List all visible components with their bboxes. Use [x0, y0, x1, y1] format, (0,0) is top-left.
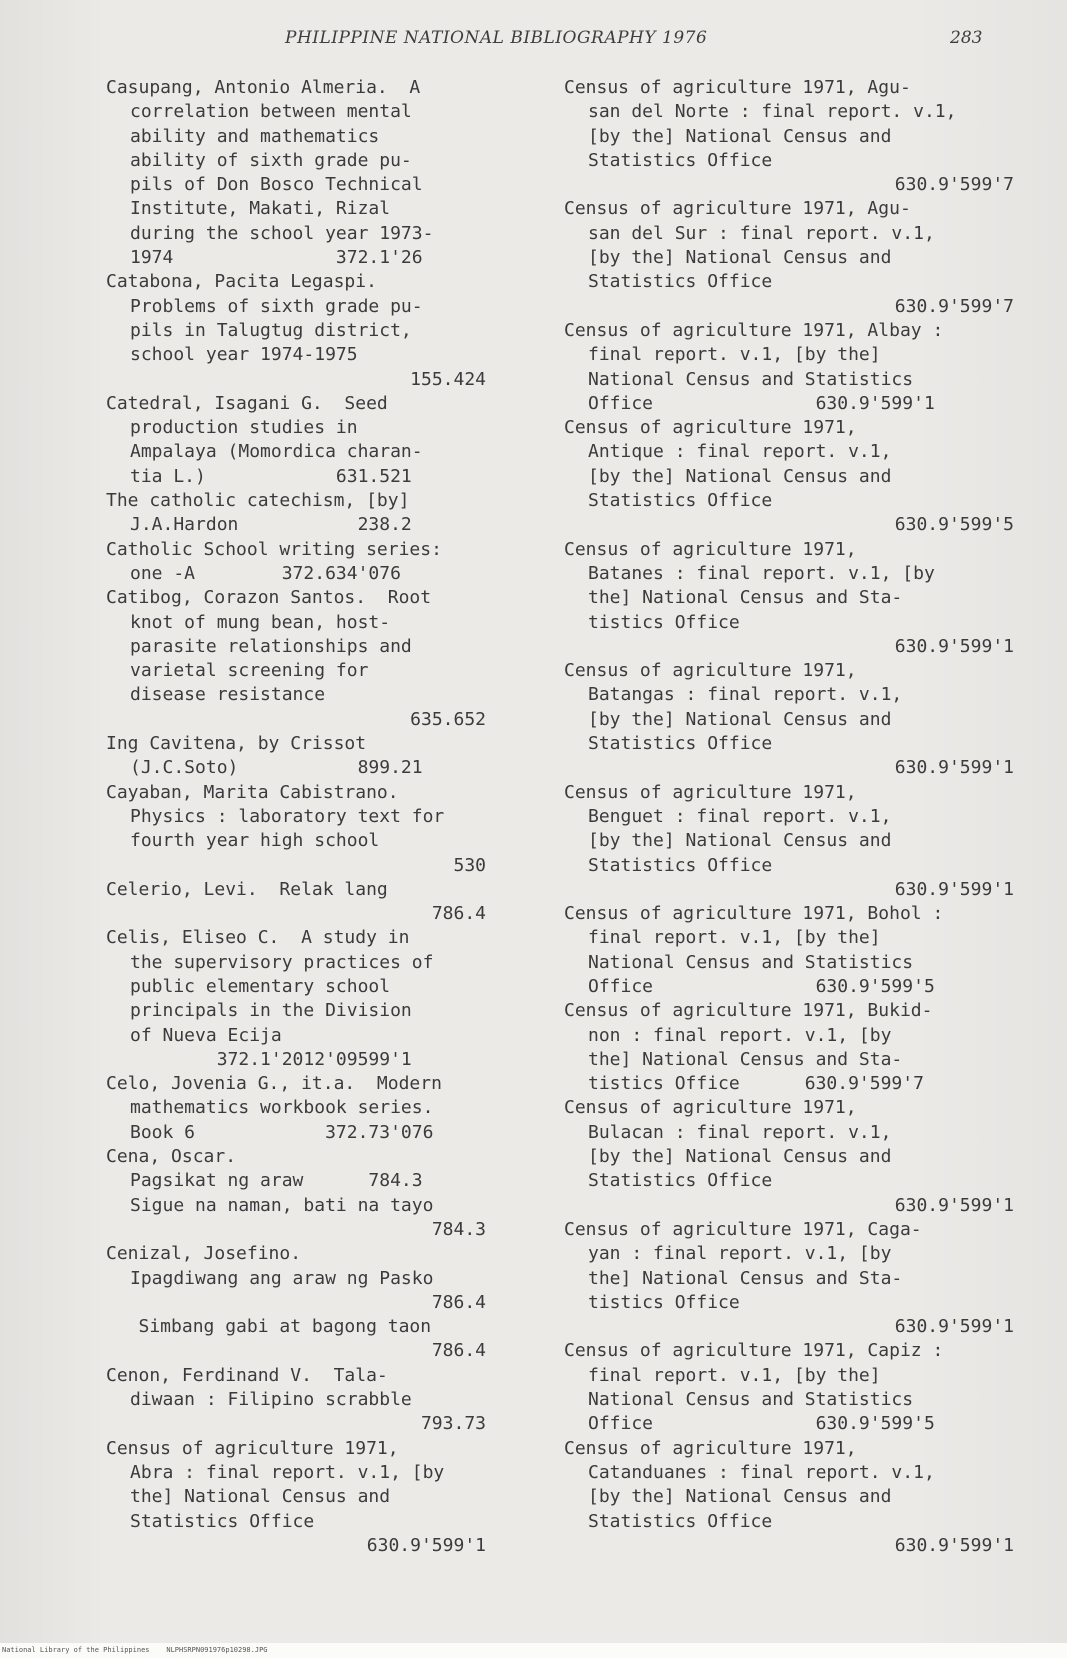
entry-line: public elementary school: [130, 975, 391, 997]
entry-line: mathematics workbook series.: [130, 1097, 434, 1119]
entry-heading: Catibog, Corazon Santos. Root: [106, 587, 432, 609]
entry-line: National Census and Statistics: [588, 1389, 914, 1411]
entry-line: [by the] National Census and: [588, 708, 892, 730]
entry-line: 372.1'2012'09599'1: [130, 1048, 412, 1070]
call-number: 630.9'599'1: [894, 1534, 1014, 1556]
call-number: 784.3: [431, 1218, 486, 1240]
call-number: 786.4: [431, 1340, 486, 1362]
bibliography-entry: [106, 732, 486, 781]
entry-line: the] National Census and: [130, 1486, 391, 1508]
entry-line: the] National Census and Sta-: [588, 587, 903, 609]
right-column: [564, 76, 1014, 1558]
entry-heading: Census of agriculture 1971,: [564, 1437, 857, 1459]
entry-heading: Catholic School writing series:: [106, 538, 442, 560]
bibliography-entry: [106, 392, 486, 489]
entry-heading: Ing Cavitena, by Crissot: [106, 733, 367, 755]
entry-heading: Census of agriculture 1971,: [564, 538, 857, 560]
call-number: 630.9'599'1: [366, 1534, 486, 1556]
bibliography-entry: [564, 659, 1014, 780]
call-number: 155.424: [410, 368, 486, 390]
entry-heading: Casupang, Antonio Almeria. A: [106, 77, 421, 98]
entry-line: Problems of sixth grade pu-: [130, 295, 423, 317]
call-number: 786.4: [431, 903, 486, 925]
entry-line: Book 6 372.73'076: [130, 1121, 434, 1143]
entry-line: parasite relationships and: [130, 635, 412, 657]
running-head: [0, 28, 1067, 52]
entry-heading: Census of agriculture 1971,: [564, 660, 857, 682]
entry-line: [by the] National Census and: [588, 465, 892, 487]
bibliography-entry: [106, 1315, 486, 1364]
entry-heading: Cena, Oscar.: [106, 1146, 237, 1168]
bibliography-entry: [564, 999, 1014, 1096]
entry-line: Statistics Office: [588, 1510, 773, 1532]
entry-line: final report. v.1, [by the]: [588, 344, 881, 366]
entry-line: Benguet : final report. v.1,: [588, 805, 892, 827]
bibliography-entry: [106, 1072, 486, 1145]
entry-line: Batanes : final report. v.1, [by: [588, 562, 935, 584]
entry-line: final report. v.1, [by the]: [588, 1364, 881, 1386]
bibliography-entry: [564, 1339, 1014, 1436]
bibliography-entry: [106, 538, 486, 587]
call-number: 630.9'599'1: [894, 1194, 1014, 1216]
entry-line: san del Norte : final report. v.1,: [588, 101, 957, 123]
entry-heading: Census of agriculture 1971, Bohol :: [564, 903, 944, 925]
entry-line: school year 1974-1975: [130, 344, 358, 366]
call-number: 530: [453, 854, 486, 876]
bibliography-entry: [106, 781, 486, 878]
entry-heading: Cenizal, Josefino.: [106, 1243, 302, 1265]
entry-line: Statistics Office: [130, 1510, 315, 1532]
entry-line: correlation between mental: [130, 101, 412, 123]
entry-line: the] National Census and Sta-: [588, 1048, 903, 1070]
entry-line: one -A 372.634'076: [130, 562, 401, 584]
entry-line: final report. v.1, [by the]: [588, 927, 881, 949]
call-number: 635.652: [410, 708, 486, 730]
entry-heading: Cayaban, Marita Cabistrano.: [106, 781, 399, 803]
bibliography-entry: [106, 1145, 486, 1242]
entry-line: [by the] National Census and: [588, 1486, 892, 1508]
bibliography-entry: [106, 878, 486, 927]
call-number: 786.4: [431, 1291, 486, 1313]
call-number: 630.9'599'1: [894, 757, 1014, 779]
entry-line: Abra : final report. v.1, [by: [130, 1461, 445, 1483]
entry-line: Ampalaya (Momordica charan-: [130, 441, 423, 463]
entry-line: Sigue na naman, bati na tayo: [130, 1194, 434, 1216]
bibliography-entry: [564, 319, 1014, 416]
entry-line: Office 630.9'599'5: [588, 975, 935, 997]
entry-line: Antique : final report. v.1,: [588, 441, 892, 463]
entry-heading: Census of agriculture 1971, Agu-: [564, 198, 911, 220]
entry-line: Statistics Office: [588, 1170, 773, 1192]
entry-heading: Celis, Eliseo C. A study in: [106, 927, 410, 949]
call-number: 793.73: [420, 1413, 486, 1435]
entry-line: tistics Office 630.9'599'7: [588, 1073, 924, 1095]
entry-heading: Census of agriculture 1971, Caga-: [564, 1218, 922, 1240]
entry-line: (J.C.Soto) 899.21: [130, 757, 423, 779]
bibliography-entry: [564, 76, 1014, 197]
entry-line: Institute, Makati, Rizal: [130, 198, 391, 220]
entry-line: National Census and Statistics: [588, 368, 914, 390]
entry-line: Bulacan : final report. v.1,: [588, 1121, 892, 1143]
entry-line: Statistics Office: [588, 271, 773, 293]
call-number: 630.9'599'5: [894, 514, 1014, 536]
entry-line: during the school year 1973-: [130, 222, 434, 244]
bibliography-entry: [106, 926, 486, 1072]
bibliography-entry: [564, 538, 1014, 659]
entry-line: tia L.) 631.521: [130, 465, 412, 487]
entry-line: Office 630.9'599'1: [588, 392, 935, 414]
entry-line: tistics Office: [588, 1291, 740, 1313]
entry-line: Statistics Office: [588, 733, 773, 755]
bibliography-entry: [106, 489, 486, 538]
entry-line: [by the] National Census and: [588, 125, 892, 147]
entry-line: fourth year high school: [130, 830, 380, 852]
entry-line: san del Sur : final report. v.1,: [588, 222, 935, 244]
bibliography-entry: [106, 1364, 486, 1437]
entry-line: Ipagdiwang ang araw ng Pasko: [130, 1267, 434, 1289]
entry-line: Pagsikat ng araw 784.3: [130, 1170, 423, 1192]
bibliography-entry: [564, 416, 1014, 537]
entry-heading: Census of agriculture 1971,: [564, 781, 857, 803]
entry-line: knot of mung bean, host-: [130, 611, 391, 633]
bibliography-entry: [564, 781, 1014, 902]
call-number: 630.9'599'7: [894, 174, 1014, 196]
entry-heading: The catholic catechism, [by]: [106, 490, 410, 512]
bibliography-entry: [564, 1437, 1014, 1558]
entry-line: pils in Talugtug district,: [130, 319, 412, 341]
call-number: 630.9'599'1: [894, 878, 1014, 900]
entry-heading: Cenon, Ferdinand V. Tala-: [106, 1364, 388, 1386]
entry-heading: Census of agriculture 1971,: [564, 417, 857, 439]
entry-line: ability of sixth grade pu-: [130, 149, 412, 171]
entry-heading: Census of agriculture 1971,: [106, 1437, 399, 1459]
bibliography-entry: [106, 270, 486, 391]
entry-line: principals in the Division: [130, 1000, 412, 1022]
entry-line: production studies in: [130, 417, 358, 439]
entry-line: non : final report. v.1, [by: [588, 1024, 892, 1046]
call-number: 630.9'599'1: [894, 1316, 1014, 1338]
entry-line: J.A.Hardon 238.2: [130, 514, 412, 536]
entry-line: yan : final report. v.1, [by: [588, 1243, 892, 1265]
page-number: 283: [950, 28, 983, 48]
entry-heading: Census of agriculture 1971, Capiz :: [564, 1340, 944, 1362]
entry-heading: Catabona, Pacita Legaspi.: [106, 271, 377, 293]
entry-line: [by the] National Census and: [588, 1146, 892, 1168]
bibliography-entry: [106, 76, 486, 270]
entry-heading: Simbang gabi at bagong taon: [106, 1316, 432, 1338]
bibliography-entry: [564, 1218, 1014, 1339]
entry-line: 1974 372.1'26: [130, 247, 423, 269]
left-column: [106, 76, 486, 1558]
bibliography-entry: [564, 902, 1014, 999]
entry-line: [by the] National Census and: [588, 830, 892, 852]
entry-line: Statistics Office: [588, 490, 773, 512]
call-number: 630.9'599'1: [894, 635, 1014, 657]
entry-line: tistics Office: [588, 611, 740, 633]
bibliography-entry: [564, 1096, 1014, 1217]
page-title: PHILIPPINE NATIONAL BIBLIOGRAPHY 1976: [285, 28, 708, 48]
entry-line: the] National Census and Sta-: [588, 1267, 903, 1289]
entry-line: Batangas : final report. v.1,: [588, 684, 903, 706]
entry-heading: Catedral, Isagani G. Seed: [106, 392, 388, 414]
entry-line: Statistics Office: [588, 854, 773, 876]
entry-line: ability and mathematics: [130, 125, 380, 147]
entry-line: diwaan : Filipino scrabble: [130, 1389, 412, 1411]
entry-line: Catanduanes : final report. v.1,: [588, 1461, 935, 1483]
entry-line: varietal screening for: [130, 660, 369, 682]
entry-heading: Celo, Jovenia G., it.a. Modern: [106, 1073, 442, 1095]
entry-heading: Celerio, Levi. Relak lang: [106, 878, 388, 900]
entry-heading: Census of agriculture 1971,: [564, 1097, 857, 1119]
scan-footer: National Library of the Philippines NLPHSRPN091976p10298.JPG: [2, 1646, 268, 1654]
entry-line: [by the] National Census and: [588, 247, 892, 269]
entry-line: National Census and Statistics: [588, 951, 914, 973]
bibliography-entry: [564, 197, 1014, 318]
entry-line: Physics : laboratory text for: [130, 805, 445, 827]
entry-heading: Census of agriculture 1971, Agu-: [564, 77, 911, 98]
bibliography-entry: [106, 1242, 486, 1315]
entry-heading: Census of agriculture 1971, Albay :: [564, 319, 944, 341]
entry-line: Statistics Office: [588, 149, 773, 171]
entry-line: disease resistance: [130, 684, 326, 706]
entry-line: pils of Don Bosco Technical: [130, 174, 423, 196]
entry-line: Office 630.9'599'5: [588, 1413, 935, 1435]
bibliography-entry: [106, 586, 486, 732]
bibliography-entry: [106, 1437, 486, 1558]
entry-line: of Nueva Ecija: [130, 1024, 282, 1046]
entry-line: the supervisory practices of: [130, 951, 434, 973]
call-number: 630.9'599'7: [894, 295, 1014, 317]
entry-heading: Census of agriculture 1971, Bukid-: [564, 1000, 933, 1022]
